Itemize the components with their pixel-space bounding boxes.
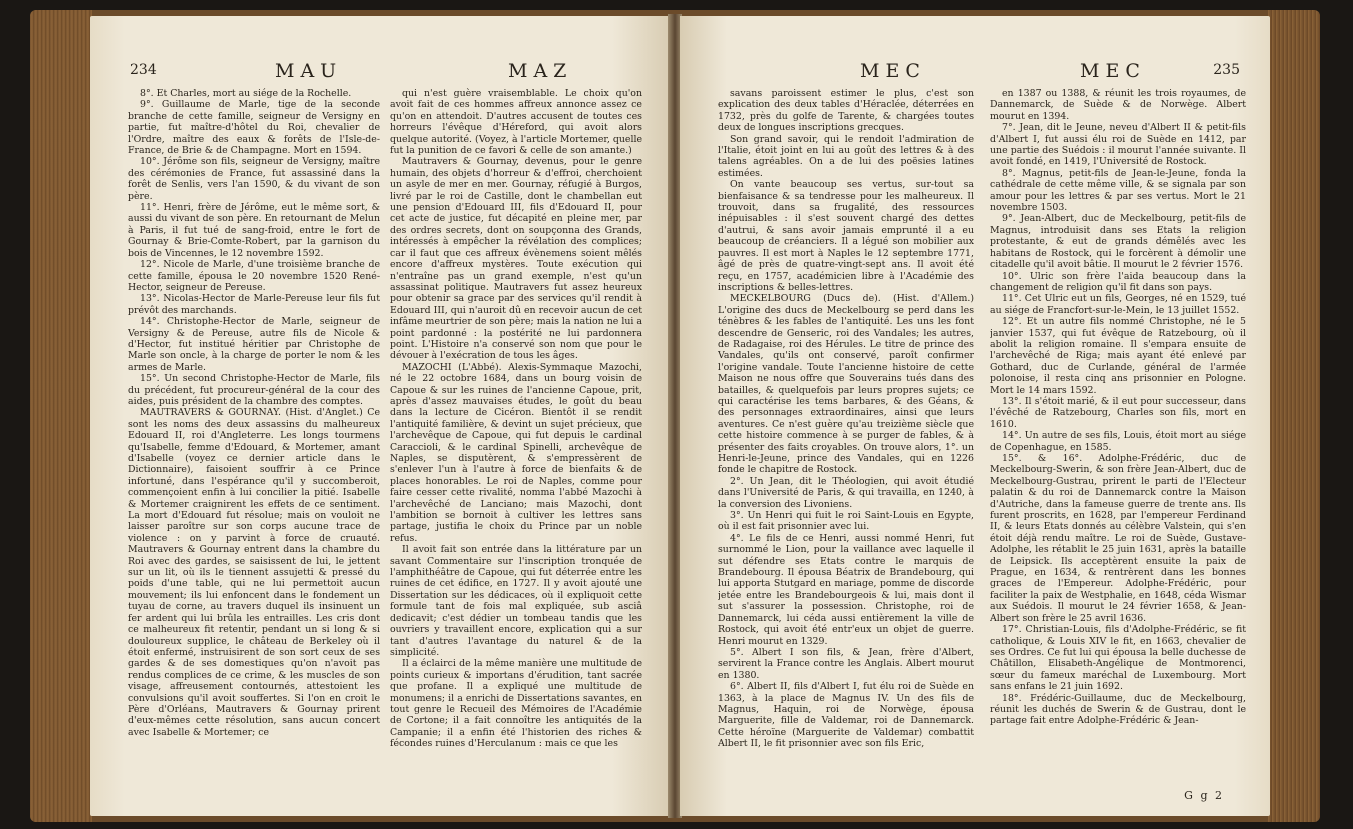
right-head-word-1: MEC: [860, 60, 926, 82]
paragraph: 12°. Et un autre fils nommé Christophe, né le 5 janvier 1537, qui fut évêque de Ratzebourg, où il abolit la religion romaine. Il s'empara ensuite de l'archevêché de Riga; mais ayant été enlevé par Gothard, duc de Curlande, général de l'armée polonoise, il resta cinq ans prisonnier en Pologne. Mort le 14 mars 1592.: [990, 316, 1246, 396]
left-page: [90, 16, 670, 816]
right-page-number: 235: [1213, 62, 1240, 78]
left-page-number: 234: [130, 62, 157, 78]
paragraph: 10°. Ulric son frère l'aida beaucoup dans la changement de religion qu'il fit dans son pays.: [990, 270, 1246, 293]
paragraph: 9°. Jean-Albert, duc de Meckelbourg, petit-fils de Magnus, introduisit dans ses Etats la religion protestante, & eut de grands démêlés avec les habitans de Rostock, qui le forcèrent à démolir une citadelle qu'il avoit bâtie. Il mourut le 2 février 1576.: [990, 213, 1246, 271]
paragraph: savans paroissent estimer le plus, c'est son explication des deux tables d'Héraclée, déterrées en 1732, près du golfe de Tarente, & chargées toutes deux de longues inscriptions grecques.: [718, 88, 974, 134]
right-column-1: [718, 88, 974, 798]
left-running-head: [130, 60, 640, 84]
paragraph: 2°. Un Jean, dit le Théologien, qui avoit étudié dans l'Université de Paris, & qui travailla, en 1240, à la conversion des Livoniens.: [718, 475, 974, 510]
right-head-word-2: MEC: [1080, 60, 1146, 82]
paragraph: Il avoit fait son entrée dans la littérature par un savant Commentaire sur l'inscription tronquée de l'amphithéâtre de Capoue, qui fut déterrée entre les ruines de cet édifice, en 1727. Il y avoit ajouté une Dissertation sur les dédicaces, où il expliquoit cette formule tant de fois mal expliquée, sub asciâ dedicavit; c'est dédier un tombeau tandis que les ouvriers y travaillent encore, explication qui a sur tant d'autres l'avantage du naturel & de la simplicité.: [390, 544, 642, 658]
paragraph: 4°. Le fils de ce Henri, aussi nommé Henri, fut surnommé le Lion, pour la vaillance avec laquelle il sut défendre ses Etats contre le marquis de Brandebourg. Il épousa Béatrix de Brandebourg, qui lui apporta Stutgard en mariage, pomme de discorde jetée entre les Brandebourgeois & lui, mais dont il sut s'assurer la possession. Christophe, roi de Dannemarck, lui céda aussi entièrement la ville de Rostock, qui avoit été entr'eux un objet de guerre. Henri mourut en 1329.: [718, 532, 974, 647]
paragraph: On vante beaucoup ses vertus, sur-tout sa bienfaisance & sa tendresse pour les malheureux. Il trouvoit, dans sa frugalité, des ressources inépuisables : il s'est souvent chargé des dettes d'autrui, & sans avoir jamais emprunté il a eu beaucoup de créanciers. Il a légué son mobilier aux pauvres. Il est mort à Naples le 12 septembre 1771, âgé de près de quatre-vingt-sept ans. Il avoit été reçu, en 1757, académicien libre à l'Académie des inscriptions & belles-lettres.: [718, 179, 974, 293]
paragraph: 8°. Magnus, petit-fils de Jean-le-Jeune, fonda la cathédrale de cette même ville, & se signala par son amour pour les lettres & par ses vertus. Mort le 21 novembre 1503.: [990, 167, 1246, 214]
paragraph: 13°. Nicolas-Hector de Marle-Pereuse leur fils fut prévôt des marchands.: [128, 293, 380, 316]
paragraph: 18°. Frédéric-Guillaume, duc de Meckelbourg, réunit les duchés de Swerin & de Gustrau, dont le partage fait entre Adolphe-Frédéric & Jean-: [990, 692, 1246, 727]
paragraph: 10°. Jérôme son fils, seigneur de Versigny, maître des cérémonies de France, fut assassiné dans la forêt de Senlis, vers l'an 1590, & du vivant de son père.: [128, 156, 380, 202]
book-edge-right: [1268, 10, 1320, 822]
paragraph: 6°. Albert II, fils d'Albert I, fut élu roi de Suède en 1363, à la place de Magnus IV. Un des fils de Magnus, Haquin, roi de Norwège, épousa Marguerite, fille de Valdemar, roi de Dannemarck. Cette héroïne (Marguerite de Valdemar) combattit Albert II, le fit prisonnier avec son fils Eric,: [718, 681, 974, 750]
open-book: [30, 10, 1320, 822]
left-head-word-1: MAU: [275, 60, 343, 82]
paragraph: Mautravers & Gournay, devenus, pour le genre humain, des objets d'horreur & d'effroi, cherchoient un asyle de mer en mer. Gournay, réfugié à Burgos, livré par le roi de Castille, dont le chambellan eut une pension d'Edouard III, fils d'Edouard II, pour cet acte de justice, fut décapité en pleine mer, par des ordres secrets, dont on soupçonna des Grands, intéressés à empêcher la révélation des complices; car il faut que ces affreux évènemens soient mêlés encore d'affreux mystères. Toute exécution qui n'entraîne pas un grand exemple, n'est qu'un assassinat politique. Mautravers fut assez heureux pour obtenir sa grace par des services qu'il rendit à Edouard III, qui n'auroit dû en recevoir aucun de cet infâme meurtrier de son père; mais la nation ne lui a point pardonné : la postérité ne lui pardonnera point. L'Histoire n'a conservé son nom que pour le dévouer à l'exécration de tous les âges.: [390, 156, 642, 362]
paragraph: MAUTRAVERS & GOURNAY. (Hist. d'Anglet.) Ce sont les noms des deux assassins du malheureux Edouard II, roi d'Angleterre. Les longs tourmens qu'Isabelle, femme d'Edouard, & Mortemer, amant d'Isabelle (voyez ce dernier article dans le Dictionnaire), faisoient souffrir à ce Prince infortuné, dans l'espérance qu'il y succomberoit, commençoient enfin à lui concilier la pitié. Isabelle & Mortemer craignirent les effets de ce sentiment. La mort d'Edouard fut résolue; mais on vouloit ne laisser paroître sur son corps aucune trace de violence : on y parvint à force de cruauté. Mautravers & Gournay entrent dans la chambre du Roi avec des gardes, se saisissent de lui, le jettent sur un lit, où ils le tiennent assujetti & pressé du poids d'une table, qui ne lui permettoit aucun mouvement; ils lui enfoncent dans le fondement un tuyau de corne, au travers duquel ils insinuent un fer ardent qui lui brûla les entrailles. Les cris dont ce malheureux fit retentir, pendant un si long & si douloureux supplice, le château de Berkeley où il étoit enfermé, instruisirent de son sort ceux de ses gardes & de ses domestiques qu'on n'avoit pas rendus complices de ce crime, & les muscles de son visage, affreusement contournés, attestoient les convulsions qu'il avoit souffertes. Si l'on en croit le Père d'Orléans, Mautravers & Gournay prirent d'eux-mêmes cette résolution, sans aucun concert avec Isabelle & Mortemer; ce: [128, 407, 380, 738]
paragraph: en 1387 ou 1388, & réunit les trois royaumes, de Dannemarck, de Suède & de Norwège. Albert mourut en 1394.: [990, 88, 1246, 122]
paragraph: MECKELBOURG (Ducs de). (Hist. d'Allem.) L'origine des ducs de Meckelbourg se perd dans les ténèbres & les fables de l'antiquité. Les uns les font descendre de Genseric, roi des Vandales; les autres, de Radagaise, roi des Hérules. Le titre de prince des Vandales, qu'ils ont conservé, paroît confirmer l'origine vandale. Toute l'ancienne histoire de cette Maison ne nous offre que Souverains tués dans des batailles, & quelquefois par leurs propres sujets; ce qui caractérise les tems barbares, & des Géans, & des personnages extraordinaires, ainsi que leurs aventures. Ce n'est guère qu'au treizième siècle que cette histoire commence à se purger de fables, & à présenter des faits croyables. On trouve alors, 1°. un Henri-le-Jeune, prince des Vandales, qui en 1226 fonde le chapitre de Rostock.: [718, 293, 974, 476]
paragraph: 11°. Cet Ulric eut un fils, Georges, né en 1529, tué au siége de Francfort-sur-le-Mein, le 13 juillet 1552.: [990, 293, 1246, 316]
paragraph: Son grand savoir, qui le rendoit l'admiration de l'Italie, étoit joint en lui au goût des lettres & à des talens agréables. On a de lui des poësies latines estimées.: [718, 133, 974, 179]
paragraph: 5°. Albert I son fils, & Jean, frère d'Albert, servirent la France contre les Anglais. Albert mourut en 1380.: [718, 646, 974, 681]
paragraph: 7°. Jean, dit le Jeune, neveu d'Albert II & petit-fils d'Albert I, fut aussi élu roi de Suède en 1412, par une partie des Suédois : il mourut l'année suivante. Il avoit fondé, en 1419, l'Université de Rostock.: [990, 122, 1246, 168]
right-column-2: [990, 88, 1246, 798]
paragraph: 9°. Guillaume de Marle, tige de la seconde branche de cette famille, seigneur de Versigny en partie, fut maître-d'hôtel du Roi, chevalier de l'Ordre, maître des eaux & forêts de l'Isle-de-France, de Brie & de Champagne. Mort en 1594.: [128, 99, 380, 157]
paragraph: 8°. Et Charles, mort au siége de la Rochelle.: [140, 88, 352, 99]
paragraph: MAZOCHI (L'Abbé). Alexis-Symmaque Mazochi, né le 22 octobre 1684, dans un bourg voisin de Capoue & sur les ruines de l'ancienne Capoue, prit, après d'assez mauvaises études, le goût du beau dans la lecture de Cicéron. Bientôt il se rendit l'antiquité familière, & devint un sujet précieux, que l'archevêque de Capoue, qui fut depuis le cardinal Caraccioli, & le cardinal Spinelli, archevêque de Naples, se disputèrent, & s'empressèrent de s'enlever l'un à l'autre à force de bienfaits & de places honorables. Le roi de Naples, comme pour faire cesser cette rivalité, nomma l'abbé Mazochi à l'archevêché de Lanciano; mais Mazochi, dont l'ambition se bornoit à cultiver les lettres sans partage, justifia le choix du Prince par un noble refus.: [390, 361, 642, 544]
paragraph: 3°. Un Henri qui fuit le roi Saint-Louis en Egypte, où il est fait prisonnier avec lui.: [718, 510, 974, 533]
paragraph: 15°. Un second Christophe-Hector de Marle, fils du précédent, fut procureur-général de la cour des aides, puis président de la chambre des comptes.: [128, 373, 380, 407]
book-edge-left: [30, 10, 92, 822]
left-head-word-2: MAZ: [508, 60, 573, 82]
right-page: [680, 16, 1270, 816]
paragraph: Il a éclairci de la même manière une multitude de points curieux & importans d'érudition, tant sacrée que profane. Il a expliqué une multitude de monumens; il a enrichi de Dissertations savantes, en tout genre le Recueil des Mémoires de l'Académie de Cortone; il a fait connoître les antiquités de la Campanie; il a enfin été l'historien des riches & fécondes ruines d'Herculanum : mais ce que les: [390, 658, 642, 750]
paragraph: 13°. Il s'étoit marié, & il eut pour successeur, dans l'évêché de Ratzebourg, Charles son fils, mort en 1610.: [990, 395, 1246, 430]
paragraph: 17°. Christian-Louis, fils d'Adolphe-Frédéric, se fit catholique, & Louis XIV le fit, en 1663, chevalier de ses Ordres. Ce fut lui qui épousa la belle duchesse de Châtillon, Elisabeth-Angélique de Montmorenci, sœur du fameux maréchal de Luxembourg. Mort sans enfans le 21 juin 1692.: [990, 624, 1246, 693]
left-column-1: [128, 88, 380, 798]
paragraph: 11°. Henri, frère de Jérôme, eut le même sort, & aussi du vivant de son père. En retournant de Melun à Paris, il fut tué de sang-froid, entre le fort de Gournay & Brie-Comte-Robert, par la garnison du bois de Vincennes, le 12 novembre 1592.: [128, 202, 380, 259]
left-column-2: [390, 88, 642, 798]
paragraph: 14°. Un autre de ses fils, Louis, étoit mort au siége de Copenhague, en 1585.: [990, 430, 1246, 453]
paragraph: 15°. & 16°. Adolphe-Frédéric, duc de Meckelbourg-Swerin, & son frère Jean-Albert, duc de Meckelbourg-Gustrau, prirent le parti de l'Electeur palatin & du roi de Dannemarck contre la Maison d'Autriche, dans la fameuse guerre de trente ans. Ils furent proscrits, en 1628, par l'empereur Ferdinand II, & leurs Etats donnés au célèbre Valstein, qui s'en étoit déjà rendu maître. Le roi de Suède, Gustave-Adolphe, les rétablit le 25 juin 1631, après la bataille de Leipsick. Ils acceptèrent ensuite la paix de Prague, en 1634, & rentrèrent dans les bonnes graces de l'Empereur. Adolphe-Frédéric, pour faciliter la paix de Westphalie, en 1648, céda Wismar aux Suédois. Il mourut le 24 février 1658, & Jean-Albert son frère le 25 avril 1636.: [990, 453, 1246, 624]
paragraph: qui n'est guère vraisemblable. Le choix qu'on avoit fait de ces hommes affreux annonce assez ce qu'on en attendoit. D'autres accusent de toutes ces horreurs l'évêque d'Héreford, qui avoit alors quelque autorité. (Voyez, à l'article Mortemer, quelle fut la punition de ce favori & celle de son amante.): [390, 88, 642, 157]
paragraph: 14°. Christophe-Hector de Marle, seigneur de Versigny & de Pereuse, autre fils de Nicole & d'Hector, fut institué héritier par Christophe de Marle son oncle, à la charge de porter le nom & les armes de Marle.: [128, 316, 380, 373]
signature-mark: G g 2: [1184, 789, 1224, 802]
right-running-head: [720, 60, 1240, 84]
paragraph: 12°. Nicole de Marle, d'une troisième branche de cette famille, épousa le 20 novembre 1520 René-Hector, seigneur de Pereuse.: [128, 259, 380, 293]
